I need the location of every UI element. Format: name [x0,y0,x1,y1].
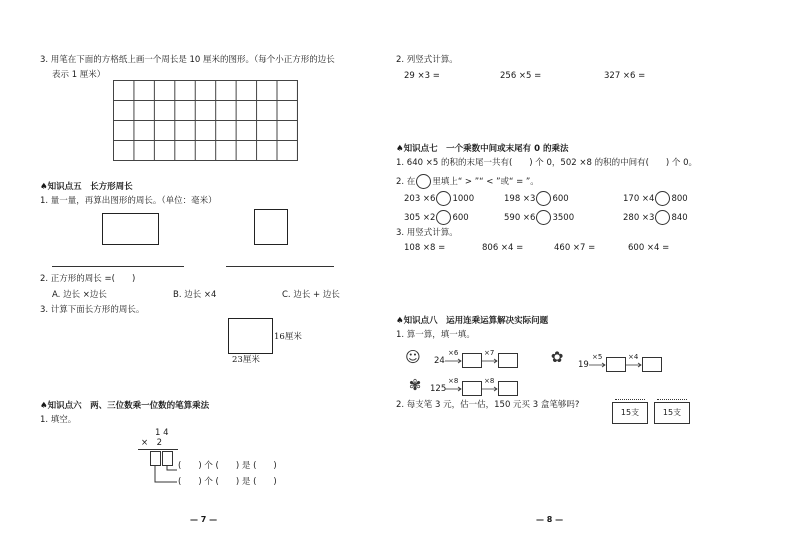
vertical-calc-line [138,449,178,450]
compare-item-1[interactable]: 203 ×6 1000 [404,191,474,206]
answer-line-1[interactable] [52,266,184,267]
kp5-q3: 3. 计算下面长方形的周长。 [40,305,145,315]
multiplier: × 2 [141,438,163,448]
option-a[interactable]: A. 边长 ×边长 [52,290,107,300]
compare-item-4[interactable]: 305 ×2 600 [404,210,469,225]
compare-item-2[interactable]: 198 ×3 600 [504,191,569,206]
arrow-icon [589,363,607,367]
page-number-8: — 8 — [536,515,564,524]
kp7-q2 [396,174,539,189]
chain3-box2[interactable] [498,381,518,396]
chain1-op1: ×6 [448,349,459,357]
calc-item-3: 327 ×6 = [604,71,646,81]
kp8-title: ♠知识点八 运用连乘运算解决实际问题 [396,316,549,326]
fill-row-1[interactable]: ( ) 个 ( ) 是 ( ) [178,461,277,471]
kp7-title: ♠知识点七 一个乘数中间或末尾有 0 的乘法 [396,144,569,154]
cartoon-boy-icon: ☺ [405,348,421,366]
kp7-q3: 3. 用竖式计算。 [396,228,458,238]
rectangle-23x16 [228,318,273,354]
kp6-title: ♠知识点六 两、三位数乘一位数的笔算乘法 [40,401,210,411]
kp7-q2-prefix: 2. 在 [396,177,416,187]
kp7-q2-suffix: 里填上“ > ”“ < ”或“ = ”。 [432,177,539,187]
chain3-op1: ×8 [448,377,459,385]
rect-side-label: 16厘米 [274,332,302,342]
kp8-q2: 2. 每支笔 3 元，估一估，150 元买 3 盒笔够吗? [396,400,580,410]
right-page [396,0,800,560]
answer-line-2[interactable] [226,266,334,267]
kp5-title: ♠知识点五 长方形周长 [40,182,133,192]
rectangle-figure [102,213,159,245]
arrow-icon [481,387,499,391]
chain1-box1[interactable] [462,353,482,368]
pen-box-2: 15支 [654,402,690,424]
kp4-q3-line2: 表示 1 厘米） [52,70,106,80]
calc-item-2: 256 ×5 = [500,71,542,81]
option-b[interactable]: B. 边长 ×4 [173,290,217,300]
compare-item-6[interactable]: 280 ×3 840 [623,210,688,225]
kp5-q1: 1. 量一量，再算出图形的周长。（单位：毫米） [40,196,217,206]
rect-bottom-label: 23厘米 [232,355,260,365]
digit-box-1[interactable] [150,451,161,466]
fill-row-2[interactable]: ( ) 个 ( ) 是 ( ) [178,477,277,487]
q2-title: 2. 列竖式计算。 [396,55,458,65]
kp4-q3-line1: 3. 用笔在下面的方格纸上画一个周长是 10 厘米的图形。（每个小正方形的边长 [40,55,335,65]
kp6-q1: 1. 填空。 [40,415,77,425]
vcalc-item-1: 108 ×8 = [404,243,446,253]
chain2-start: 19 [578,360,589,370]
chain2-op2: ×4 [628,353,639,361]
arrow-icon [625,363,643,367]
chain3-op2: ×8 [484,377,495,385]
vcalc-item-4: 600 ×4 = [628,243,670,253]
compare-item-3[interactable]: 170 ×4 800 [623,191,688,206]
calc-item-1: 29 ×3 = [404,71,440,81]
chain1-box2[interactable] [498,353,518,368]
page-number-7: — 7 — [190,515,218,524]
vcalc-item-3: 460 ×7 = [554,243,596,253]
option-c[interactable]: C. 边长 + 边长 [282,290,340,300]
chain2-box1[interactable] [606,357,626,372]
cartoon-chick-icon: ✾ [408,376,422,394]
arrow-icon [445,359,463,363]
compare-circle-icon [416,174,431,189]
arrow-icon [481,359,499,363]
digit-box-2[interactable] [162,451,173,466]
chain1-start: 24 [434,356,445,366]
chain1-op2: ×7 [484,349,495,357]
kp8-q1: 1. 算一算，填一填。 [396,330,475,340]
chain3-start: 125 [430,384,447,394]
square-figure [254,209,288,245]
vcalc-item-2: 806 ×4 = [482,243,524,253]
chain2-box2[interactable] [642,357,662,372]
arrow-icon [445,387,463,391]
compare-item-5[interactable]: 590 ×6 3500 [504,210,574,225]
chain3-box1[interactable] [462,381,482,396]
cartoon-bird-icon: ✿ [550,348,564,366]
kp7-q1[interactable]: 1. 640 ×5 的积的末尾一共有( ) 个 0，502 ×8 的积的中间有( ) 个 0。 [396,158,698,168]
multiplicand: 1 4 [155,428,169,438]
kp5-q2: 2. 正方形的周长 =( ) [40,274,136,284]
pen-box-1: 15支 [612,402,648,424]
square-grid[interactable] [113,80,298,161]
chain2-op1: ×5 [592,353,603,361]
